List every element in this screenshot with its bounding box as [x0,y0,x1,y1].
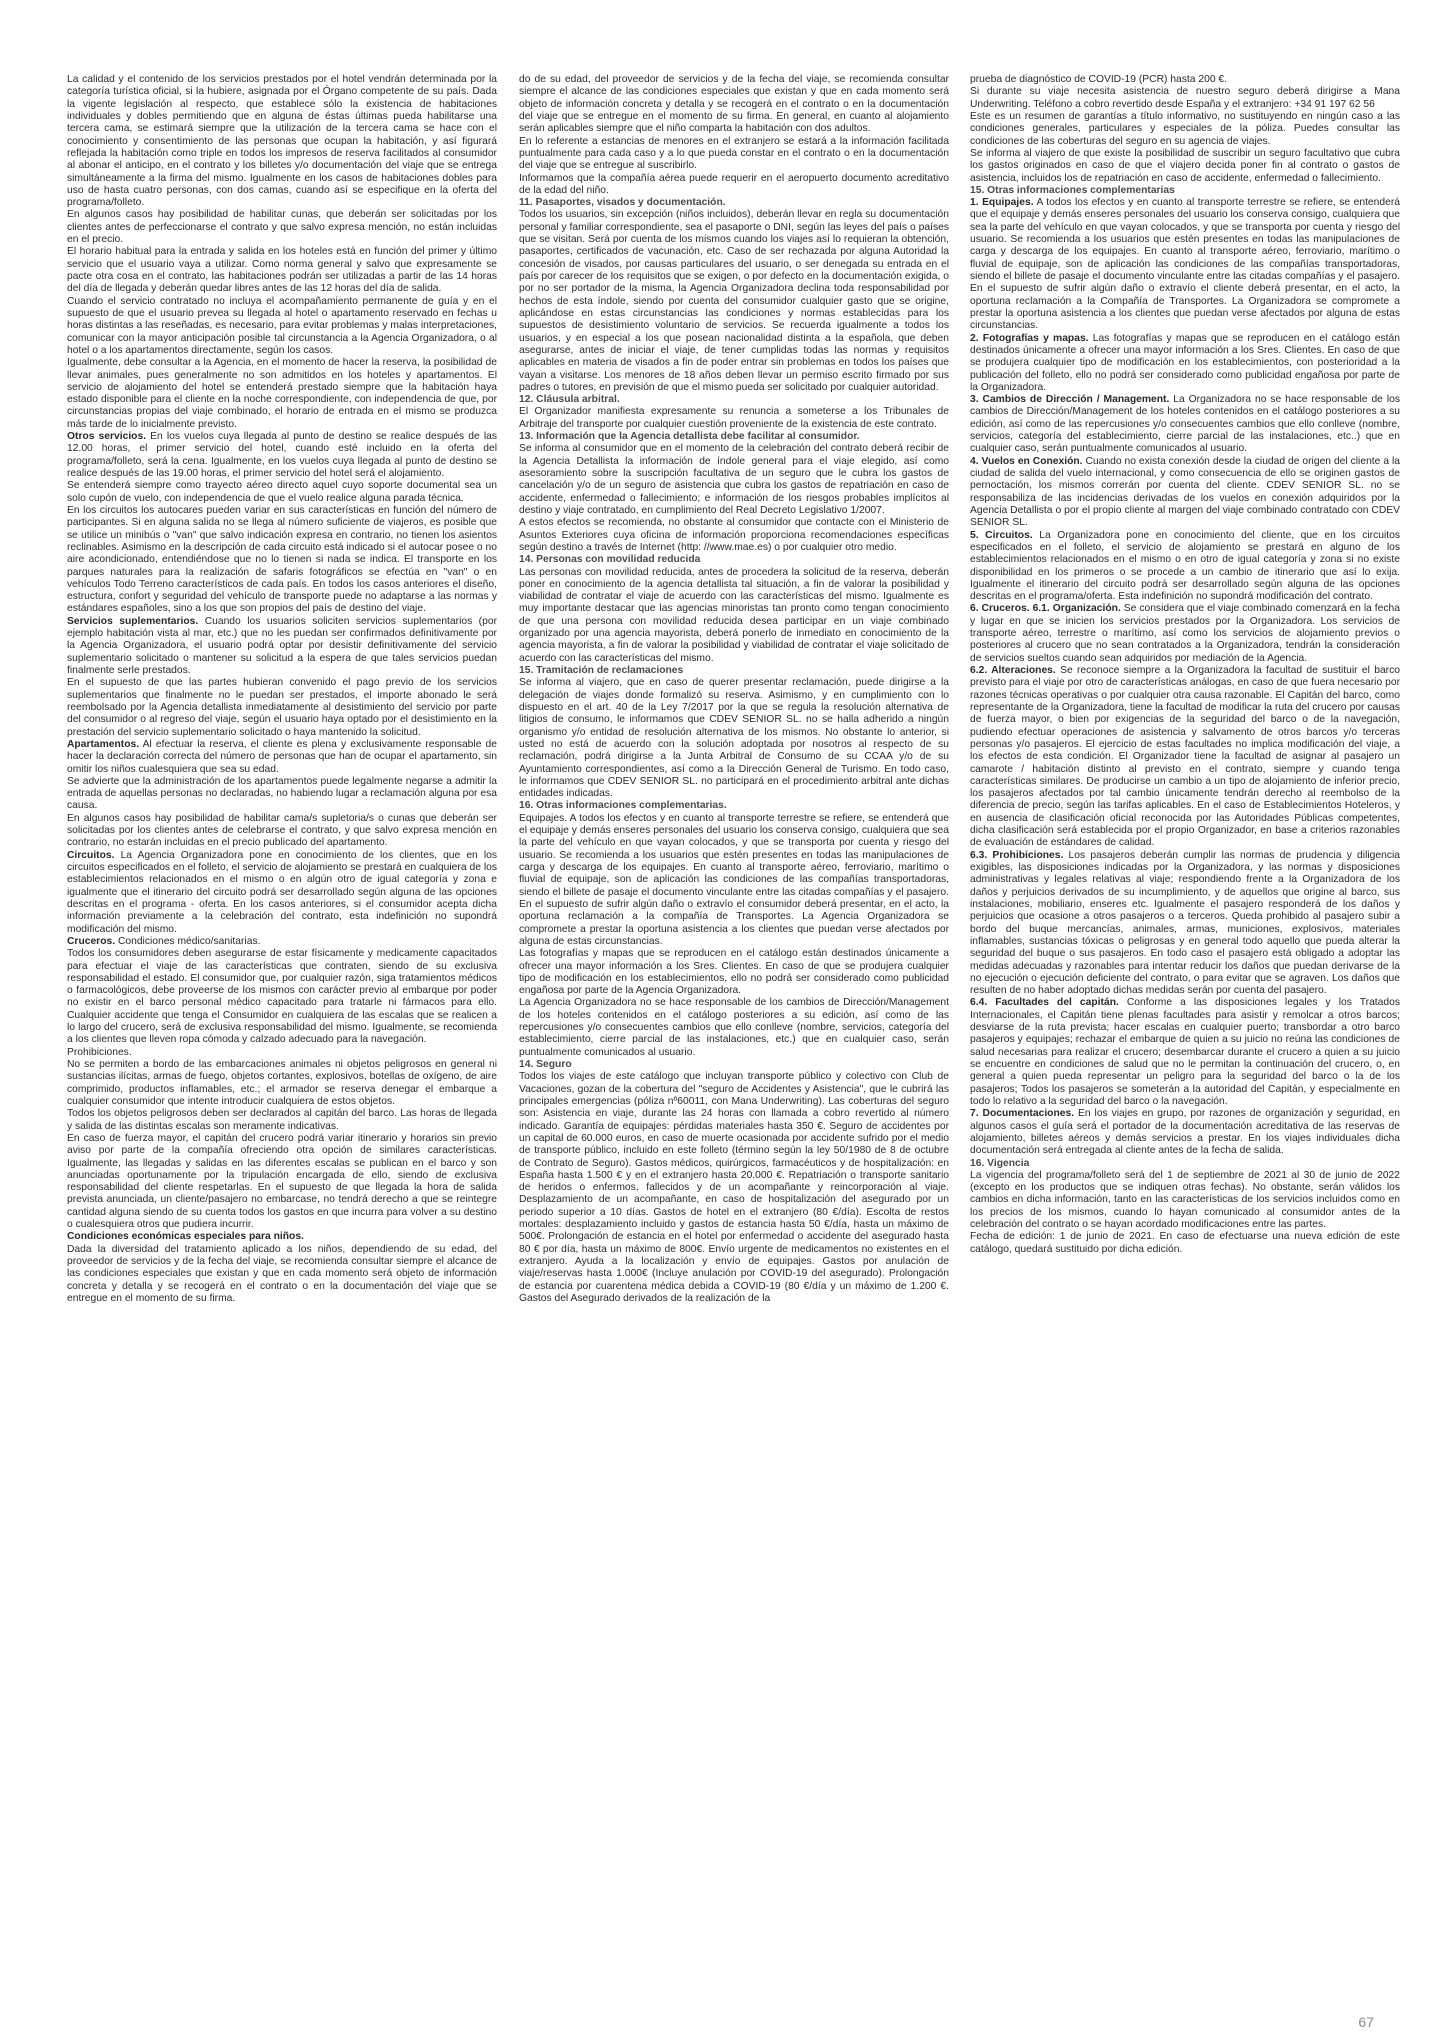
body-paragraph [519,406,949,431]
paragraph-text: Prohibiciones. [67,1046,132,1058]
paragraph-text: Conforme a las disposiciones legales y los Tratados Internacionales, el Capitán tiene plenas facultades para asistir y remolcar a otros barcos; desviarse de la ruta prevista; hacer escalas en cualquier puerto; transbordar a otro barco pasajeros y equipajes; rechazar el embarque de quien a su juicio no reúna las condiciones de salud necesarias para realizar el crucero; desembarcar durante el crucero a quien a su juicio se encuentre en condiciones de salud que no le permitan la continuación del crucero, o, en general a quien pueda representar un peligro para la seguridad del barco o la de los pasajeros; Todos los pasajeros se someterán a la autoridad del Capitán, y especialmente en todo lo relativo a la seguridad del barco o la navegación. [970,997,1400,1107]
body-paragraph [970,74,1400,86]
paragraph-lead: 1. Equipajes. [970,197,1034,209]
body-paragraph [67,209,497,246]
paragraph-lead: 6.2. Alteraciones. [970,665,1056,676]
paragraph-lead: Apartamentos. [67,738,140,750]
body-paragraph [970,111,1400,148]
body-paragraph [519,173,949,198]
body-paragraph [67,505,497,616]
body-paragraph [519,567,949,666]
paragraph-lead: 5. Circuitos. [970,529,1033,541]
paragraph-text: Cuando los usuarios soliciten servicios suplementarios (por ejemplo habitación vista al mar, etc.) que no les puedan ser confirmados definitivamente por la Agencia Organizadora, el usuario podrá optar por desistir definitivamente del servicio suplementario solicitado o mantener su solicitud a la espera de que tales servicios puedan finalmente serle prestados. [67,615,497,676]
paragraph-text: La Organizadora pone en conocimiento del cliente, que en los circuitos especificados en el folleto, el servicio de alojamiento se prestará en alguno de los establecimientos relacionados en el mismo o en otro de igual categoría y zona si no existe disponibilidad en los primeros o se procede a un cambio de itinerario que así lo exija. Igualmente el itinerario del circuito podrá ser desarrollado según alguna de las opciones descritas en el programa/oferta. Esta indefinición no supondrá modificación del contrato. [970,529,1400,603]
paragraph-text: Cuando el servicio contratado no incluya el acompañamiento permanente de guía y en el supuesto de que el usuario prevea su llegada al hotel o apartamento reservado en fechas u horas distintas a las reseñadas, es necesario, para evitar problemas y malas interpretaciones, comunicar con la mayor anticipación posible tal circunstancia a la Agencia Organizadora, o al hotel o a los apartamentos directamente, según los casos. [67,295,497,356]
paragraph-text: La vigencia del programa/folleto será del 1 de septiembre de 2021 al 30 de junio de 2022 (excepto en los productos que se indiquen otras fechas). No obstante, serán válidos los cambios en dicha información, tanto en las características de los servicios incluidos como en los precios de los mismos, cuando lo hayan comunicado al consumidor antes de la celebración del contrato o se hayan acordado modificaciones entre las partes. [970,1169,1400,1231]
body-paragraph [519,443,949,517]
paragraph-text: La Agencia Organizadora pone en conocimiento de los clientes, que en los circuitos especificados en el folleto, el servicio de alojamiento se prestará en cualquiera de los establecimientos relacionados en el mismo o en algún otro de igual categoría y zona e igualmente que el itinerario del circuito podrá ser desarrollado según alguna de las opciones descritas en el programa - oferta. En los casos anteriores, si el consumidor acepta dicha información previamente a la celebración del contrato, esta indefinición no supondrá modificación del mismo. [67,849,497,935]
body-paragraph [67,813,497,850]
body-paragraph [67,296,497,358]
paragraph-text: La Agencia Organizadora no se hace responsable de los cambios de Dirección/Management de los hoteles contenidos en el catálogo posteriores a su edición, así como de las repercusiones y/o consecuentes cambios que ello conlleve (nombre, servicios, categoría del establecimiento, cierre parcial de las instalaciones, etc.) que en cualquier caso, serán puntualmente comunicados al usuario. [519,997,949,1058]
paragraph-lead: Cruceros. [67,935,116,947]
paragraph-lead: Otros servicios. [67,431,147,443]
paragraph-text: Condiciones médico/sanitarias. [115,935,261,947]
body-paragraph [519,948,949,997]
text-column-right [970,74,1400,1989]
body-paragraph [67,74,497,209]
body-paragraph [67,357,497,431]
body-paragraph [67,776,497,813]
paragraph-text: Fecha de edición: 1 de junio de 2021. En caso de efectuarse una nueva edición de este catálogo, quedará sustituido por dicha edición. [970,1231,1400,1255]
paragraph-text: Al efectuar la reserva, el cliente es plena y exclusivamente responsable de hacer la declaración correcta del número de personas que han de ocupar el apartamento, sin omitir los niños cualesquiera que sea su edad. [67,738,497,775]
paragraph-text: En lo referente a estancias de menores en el extranjero se estará a la información facilitada puntualmente para cada caso y a lo que pueda constar en el contrato o en la documentación del viaje que se entregue al suscribirlo. [519,135,949,172]
body-paragraph [970,603,1400,665]
paragraph-lead: 4. Vuelos en Conexión. [970,455,1083,467]
paragraph-text: do de su edad, del proveedor de servicios y de la fecha del viaje, se recomienda consultar siempre el alcance de las condiciones especiales que existan y que en cada momento será objeto de información concreta y detalla y se recogerá en el contrato o en la documentación del viaje que se entregue en el momento de su firma. En general, en cuanto al alojamiento serán aplicables siempre que el niño comparta la habitación con dos adultos. [519,74,949,135]
body-paragraph [67,739,497,776]
body-paragraph [67,616,497,678]
paragraph-text: Todos los viajes de este catálogo que incluyan transporte público y colectivo con Club de Vacaciones, gozan de la cobertura del "seguro de Accidentes y Asistencia", que le cubrirá las principales emergencias (póliza nº60011, con Mana Underwriting). Las coberturas del seguro son: Asistencia en viaje, durante las 24 horas con llamada a cobro revertido al número indicado. Garantía de equipajes: pérdidas materiales hasta 350 €. Seguro de accidentes por un capital de 60.000 euros, en caso de muerte ocasionada por accidente sufrido por el medio de transporte público, incluido en este folleto (término según la ley 50/1980 de 8 de octubre de Contrato de Seguro). Gastos médicos, quirúrgicos, farmacéuticos y de hospitalización: en España hasta 1.500 € y en el extranjero hasta 20.000 €. Repatriación o transporte sanitario de heridos o enfermos, fallecidos y de un acompañante y reincorporación al viaje. Desplazamiento de un acompañante, en caso de hospitalización del asegurado por un periodo superior a 10 días. Gastos de hotel en el extranjero (80 €/día). Escolta de restos mortales: desplazamiento incluido y gastos de estancia hasta 50 €/día, hasta un máximo de 500€. Prolongación de estancia en el hotel por enfermedad o accidente del asegurado hasta 80 € por día, hasta un máximo de 800€. Envío urgente de medicamentos no existentes en el extranjero. Ayuda a la localización y envío de equipajes. Gastos por anulación de viaje/reservas hasta 1.000€ (Incluye anulación por COVID-19 del asegurado). Prolongación de estancia por cuarentena médica debida a COVID-19 (80 €/día y un máximo de 1.200 €. Gastos del Asegurado derivados de la realización de la [519,1071,949,1304]
paragraph-text: La Organizadora no se hace responsable de los cambios de Dirección/Management de los hoteles contenidos en el catálogo posteriores a su edición, así como de las repercusiones y/o consecuentes cambios que ello conlleve (nombre, servicios, categoría del establecimiento, cierre parcial de las instalaciones, etc..) que en cualquier caso, serán puntualmente comunicados al usuario. [970,394,1400,455]
body-paragraph [970,665,1400,850]
body-paragraph [67,246,497,295]
paragraph-text: Todos los consumidores deben asegurarse de estar físicamente y medicamente capacitados para efectuar el viaje de las características que contraten, siendo de su exclusiva responsabilidad el estado. El consumidor que, por cualquier razón, siga tratamientos médicos o farmacológicos, debe proveerse de los mismos con carácter previo al embarque por poder no existir en el barco personal médico capacitado para tratarle ni fármacos para ello. Cualquier accidente que tenga el Consumidor en cualquiera de las escalas que se realicen a lo largo del crucero, será de exclusiva responsabilidad del mismo. Igualmente, se recomienda a los clientes que lleven ropa cómoda y calzado adecuado para la navegación. [67,948,497,1046]
section-heading: 16. Vigencia [970,1157,1030,1169]
paragraph-text: Se reconoce siempre a la Organizadora la facultad de sustituir el barco previsto para el viaje por otro de características análogas, en caso de que fuera necesario por razones técnicas operativas o por cualquier otra causa razonable. El Capitán del barco, como representante de la Organizadora, tiene la facultad de modificar la ruta del crucero por causas de fuerza mayor, o bien por exigencias de la seguridad del barco o de la navegación, pudiendo efectuar operaciones de asistencia y salvamento de otros barcos y/o terceras personas y/o pasajeros. El ejercicio de estas facultades no implica modificación del viaje, a los efectos de esta condición. El Organizador tiene la facultad de asignar al pasajero un camarote / habitación distinto al previsto en el contrato, siempre y cuando tenga características similares. De producirse un cambio a un tipo de alojamiento de inferior precio, los pasajeros afectados por tal cambio únicamente tendrán derecho al reembolso de la diferencia de precio, según las tarifas aplicables. En el caso de Establecimientos Hoteleros, y en ausencia de clasificación oficial reconocida por las Autoridades Públicas competentes, dicha clasificación será establecida por el propio Organizador, en base a criterios razonables de evaluación de estándares de calidad. [970,665,1400,849]
paragraph-text: En los viajes en grupo, por razones de organización y seguridad, en algunos casos el guía será el portador de la documentación acreditativa de las reservas de alojamiento, billetes aéreos y demás servicios a prestar. En los viajes individuales dicha documentación será entregada al cliente antes de la fecha de salida. [970,1108,1400,1157]
paragraph-text: Se considera que el viaje combinado comenzará en la fecha y lugar en que se inicien los servicios prestados por la Organizadora. Los servicios de transporte aéreo, terrestre o marítimo, así como los servicios de alojamiento previos o posteriores al crucero que no sean contratados a la Organizadora, tendrán la consideración de servicios sueltos cuando sean adquiridos por mediación de la Agencia. [970,603,1400,664]
body-paragraph [67,850,497,936]
paragraph-text: En algunos casos hay posibilidad de habilitar cunas, que deberán ser solicitadas por los clientes antes de perfeccionarse el contrato y que salvo expresa mención, no están incluidas en el precio. [67,209,497,246]
body-paragraph [970,86,1400,111]
paragraph-text: Todos los usuarios, sin excepción (niños incluidos), deberán llevar en regla su documentación personal y familiar correspondiente, sea el pasaporte o DNI, según las leyes del país o países que se visitan. Será por cuenta de los mismos cuando los viajes así lo requieran la obtención, pasaportes, certificados de vacunación, etc. Caso de ser rechazada por alguna Autoridad la concesión de visados, por causas particulares del usuario, o ser denegada su entrada en el país por carecer de los requisitos que se exigen, o por defecto en la documentación exigida, o por no ser portador de la misma, la Agencia Organizadora declina toda responsabilidad por hechos de esta índole, siendo por cuenta del consumidor cualquier gasto que se origine, aplicándose en estas circunstancias las condiciones y normas establecidas para los supuestos de desistimiento voluntario de servicios. Se recuerda igualmente a todos los usuarios, y en especial a los que posean nacionalidad distinta a la española, que deben asegurarse, antes de iniciar el viaje, de tener cumplidas todas las normas y requisitos aplicables en materia de visados a fin de poder entrar sin problemas en todos los países que vayan a visitarse. Los menores de 18 años deben llevar un permiso escrito firmado por sus padres o tutores, en previsión de que el mismo pueda ser solicitado por cualquier autoridad. [519,209,949,393]
section-heading: 11. Pasaportes, visados y documentación. [519,197,726,209]
body-paragraph [67,1047,497,1059]
page-number: 67 [1358,2014,1374,2030]
paragraph-text: La calidad y el contenido de los servicios prestados por el hotel vendrán determinada por la categoría turística oficial, si la hubiere, asignada por el Órgano competente de su país. Dada la vigente legislación al respecto, que establece sólo la existencia de habitaciones individuales y dobles permitiendo que en alguna de éstas últimas pueda habilitarse una tercera cama, se estimará siempre que la utilización de la tercera cama se hace con el conocimiento y consentimiento de las personas que ocupan la habitación, y así figurará reflejada la habitación como triple en todos los impresos de reserva facilitados al consumidor al abonar el anticipo, en el contrato y los billetes y/o documentación del viaje que se entrega simultáneamente a la firma del mismo. Igualmente en los casos de habitaciones dobles para uso de hasta cuatro personas, con dos camas, cuando así se especifique en la oferta del programa/folleto. [67,74,497,209]
body-paragraph [67,677,497,739]
body-paragraph [67,948,497,1047]
paragraph-text: En el supuesto de que las partes hubieran convenido el pago previo de los servicios suplementarios que finalmente no le puedan ser prestados, el importe abonado le será reembolsado por la Agencia detallista inmediatamente al desistimiento del servicio por parte del consumidor o al regreso del viaje, según el usuario haya optado por el desistimiento en la prestación del servicio suplementario solicitado o haya mantenido la solicitud. [67,677,497,738]
paragraph-text: Cuando no exista conexión desde la ciudad de origen del cliente a la ciudad de salida del vuelo internacional, y como consecuencia de ello se originen gastos de pernoctación, los mismos correrán por cuenta del cliente. CDEV SENIOR SL. no se responsabiliza de las incidencias derivadas de los vuelos en conexión adquiridos por la Agencia Detallista o por el propio cliente al margen del viaje combinado contratado con CDEV SENIOR SL. [970,455,1400,529]
paragraph-text: A todos los efectos y en cuanto al transporte terrestre se refiere, se entenderá que el equipaje y demás enseres personales del usuario los conserva consigo, cualquiera que sea la parte del vehículo en que vayan colocados, y que se transporta por cuenta y riesgo del usuario. Se recomienda a los usuarios que estén presentes en todas las manipulaciones de carga y descarga de los equipajes. En cuanto al transporte aéreo, ferroviario, marítimo o fluvial de equipaje, son de aplicación las condiciones de las compañías transportadoras, siendo el billete de pasaje el documento vinculante entre las citadas compañías y el pasajero. En el supuesto de sufrir algún daño o extravío el cliente deberá presentar, en el acto, la oportuna reclamación a la Compañía de Transportes. La Organizadora se compromete a prestar la oportuna asistencia a los clientes que puedan verse afectados por alguna de estas circunstancias. [970,197,1400,332]
body-paragraph [970,148,1400,185]
text-column-middle [519,74,949,1989]
paragraph-text: prueba de diagnóstico de COVID-19 (PCR) hasta 200 €. [970,74,1227,85]
paragraph-lead: 6.4. Facultades del capitán. [970,997,1119,1009]
body-paragraph [970,1108,1400,1157]
paragraph-lead: 7. Documentaciones. [970,1108,1075,1120]
paragraph-lead: Circuitos. [67,849,115,861]
paragraph-lead: 2. Fotografías y mapas. [970,332,1089,344]
body-paragraph [970,394,1400,456]
body-paragraph [519,74,949,136]
body-paragraph [67,1108,497,1133]
paragraph-text: Si durante su viaje necesita asistencia de nuestro seguro deberá dirigirse a Mana Underwriting. Teléfono a cobro revertido desde España y el extranjero: +34 91 197 62 56 [970,86,1400,110]
body-paragraph [67,936,497,948]
section-heading: 12. Cláusula arbitral. [519,394,620,406]
paragraph-text: Informamos que la compañía aérea puede requerir en el aeropuerto documento acreditativo de la edad del niño. [519,172,949,196]
body-paragraph [970,850,1400,998]
paragraph-lead: Servicios suplementarios. [67,615,199,627]
body-paragraph [519,136,949,173]
paragraph-text: Dada la diversidad del tratamiento aplicado a los niños, dependiendo de su edad, del proveedor de servicios y de la fecha del viaje, se recomienda consultar siempre el alcance de las condiciones especiales que existan y que en cada momento será objeto de información concreta y detalla y se recogerá en el contrato o en la documentación del viaje que se entregue en el momento de su firma. [67,1243,497,1304]
paragraph-text: No se permiten a bordo de las embarcaciones animales ni objetos peligrosos en general ni sustancias ilícitas, armas de fuego, objetos cortantes, explosivos, botellas de oxígeno, de aire comprimido, productos inflamables, etc.; el armador se reserva denegar el embarque a cualquier consumidor que intente introducir cualquiera de estos objetos. [67,1059,497,1107]
paragraph-text: Se informa al consumidor que en el momento de la celebración del contrato deberá recibir de la Agencia Detallista la información de índole general para el viaje elegido, así como asesoramiento sobre la suscripción facultativa de un seguro que le cubra los gastos de cancelación y/o de un seguro de asistencia que cubra los gastos de repatriación en caso de accidente, enfermedad o fallecimiento; e información de los riesgos probables implícitos al destino y viaje contratado, en cumplimiento del Real Decreto Legislativo 1/2007. [519,443,949,516]
body-paragraph [519,997,949,1059]
paragraph-text: Los pasajeros deberán cumplir las normas de prudencia y diligencia exigibles, las disposiciones indicadas por la Organizadora, y las normas y disposiciones administrativas y legales relativas al viaje; respondiendo frente a la Organizadora de los daños y perjuicios derivados de su incumplimiento, y de aquellos que origine al barco, sus instalaciones, mobiliario, enseres etc. Igualmente el pasajero responderá de los daños y perjuicios que ocasione a otros pasajeros o a terceros. Queda prohibido al pasajero subir a bordo del buque mercancías, animales, armas, municiones, explosivos, materiales inflamables, sustancias tóxicas o peligrosas y en general todo aquello que pueda alterar la seguridad del buque o sus pasajeros. En todo caso el pasajero está obligado a adoptar las medidas adecuadas y razonables para intentar reducir los daños que puedan derivarse de la no ejecución o ejecución deficiente del contrato, o para evitar que se agraven. Los daños que resulten de no haber adoptado dichas medidas serán por cuenta del pasajero. [970,849,1400,997]
body-paragraph [67,1059,497,1108]
paragraph-text: El Organizador manifiesta expresamente su renuncia a someterse a los Tribunales de Arbitraje del transporte por cualquier cuestión proveniente de la existencia de este contrato. [519,406,949,430]
section-heading: 14. Seguro [519,1059,572,1070]
paragraph-text: Las fotografías y mapas que se reproducen en el catálogo están destinados únicamente a ofrecer una mayor información a los Sres. Clientes. En caso de que se produjera cualquier tipo de modificación en los establecimientos, ello no podrá ser considerado como publicidad engañosa por parte de la Agencia Organizadora. [519,948,949,997]
body-paragraph [519,813,949,948]
body-paragraph [970,456,1400,530]
paragraph-text: A estos efectos se recomienda, no obstante al consumidor que contacte con el Ministerio de Asuntos Exteriores cuya oficina de información proporciona recomendaciones específicas según destino a través de Internet (http: //www.mae.es) o por cualquier otro medio. [519,517,949,553]
paragraph-text: Equipajes. A todos los efectos y en cuanto al transporte terrestre se refiere, se entenderá que el equipaje y demás enseres personales del usuario los conserva consigo, cualquiera que sea la parte del vehículo en que vayan colocados, y que se transporta por cuenta y riesgo del usuario. Se recomienda a los usuarios que estén presentes en todas las manipulaciones de carga y descarga de los equipajes. En cuanto al transporte aéreo, ferroviario, marítimo o fluvial de equipaje, son de aplicación las condiciones de las compañías transportadoras, siendo el billete de pasaje el documento vinculante entre las citadas compañías y el pasajero. En el supuesto de sufrir algún daño o extravío el consumidor deberá presentar, en el acto, la oportuna reclamación a la compañía de Transportes. La Agencia Organizadora se compromete a prestar la oportuna asistencia a los clientes que puedan verse afectados por alguna de estas circunstancias. [519,812,949,947]
text-column-left [67,74,497,1989]
paragraph-text: Este es un resumen de garantías a título informativo, no sustituyendo en ningún caso a las condiciones generales, particulares y especiales de la póliza. Puedes consultar las condiciones de las coberturas del seguro en su agencia de viajes. [970,110,1400,147]
paragraph-text: El horario habitual para la entrada y salida en los hoteles está en función del primer y último servicio que el usuario vaya a utilizar. Como norma general y salvo que expresamente se pacte otra cosa en el contrato, las habitaciones podrán ser utilizadas a partir de las 14 horas del día de llegada y deberán quedar libres antes de las 12 horas del día de salida. [67,246,497,295]
paragraph-lead: Condiciones económicas especiales para niños. [67,1231,304,1243]
body-paragraph [67,1133,497,1232]
paragraph-lead: 6.3. Prohibiciones. [970,849,1064,861]
paragraph-text: En caso de fuerza mayor, el capitán del crucero podrá variar itinerario y horarios sin previo aviso por parte de la compañía ofreciendo otra opción de similares características. Igualmente, las llegadas y salidas en las diferentes escalas se publican en el barco y son anunciadas oportunamente por la tripulación encargada de ello, siendo de exclusiva responsabilidad del cliente respetarlas. En el supuesto de que llegada la hora de salida prevista anunciada, un cliente/pasajero no embarcase, no tendrá derecho a que se reintegre cantidad alguna siendo de su cuenta todos los gastos en que incurra para volver a su destino o cualesquiera otros que pudiera incurrir. [67,1132,497,1231]
paragraph-text: En algunos casos hay posibilidad de habilitar cama/s supletoria/s o cunas que deberán ser solicitadas por los clientes antes de celebrarse el contrato, y que salvo expresa mención en contrario, no estarán incluidas en el precio publicado del apartamento. [67,812,497,849]
section-heading: 15. Otras informaciones complementarias [970,184,1175,196]
section-heading: 15. Tramitación de reclamaciones [519,665,684,676]
section-heading: 14. Personas con movilidad reducida [519,554,701,566]
section-heading: 13. Información que la Agencia detallista debe facilitar al consumidor. [519,431,860,443]
paragraph-text: Todos los objetos peligrosos deben ser declarados al capitán del barco. Las horas de llegada y salida de las distintas escalas son meramente indicativas. [67,1108,497,1132]
body-paragraph [67,431,497,480]
body-paragraph [67,1231,497,1243]
body-paragraph [519,517,949,554]
body-paragraph [67,480,497,505]
body-paragraph [970,333,1400,395]
paragraph-text: En los vuelos cuya llegada al punto de destino se realice después de las 12.00 horas, el primer servicio del hotel, cuando esté incluido en la oferta del programa/folleto, será la cena. Igualmente, en los vuelos cuya llegada al punto de destino se realice después de las 19.00 horas, el primer servicio del hotel será el alojamiento. [67,431,497,479]
body-paragraph [67,1244,497,1306]
body-paragraph [970,1170,1400,1232]
paragraph-lead: 6. Cruceros. 6.1. Organización. [970,603,1121,615]
body-paragraph [970,997,1400,1108]
paragraph-text: Se informa al viajero de que existe la posibilidad de suscribir un seguro facultativo que cubra los gastos originados en caso de que el viajero decida poner fin al contrato o gastos de asistencia, incluidos los de repatriación en caso de accidente, enfermedad o fallecimiento. [970,147,1400,184]
body-paragraph [970,530,1400,604]
paragraph-text: En los circuitos los autocares pueden variar en sus características en función del número de participantes. Si en alguna salida no se llega al número suficiente de viajeros, es posible que se utilice un minibús o "van" que salvo indicación expresa en contrario, no tienen los asientos reclinables. Asimismo en la descripción de cada circuito está indicado si el autocar posee o no aire acondicionado, entendiéndose que no lo tienen si nada se indica. El transporte en los parques naturales para la realización de safaris fotográficos se efectúa en "van" o en vehículos Todo Terreno característicos de cada país. En todos los casos anteriores el diseño, estructura, confort y seguridad del vehículo de transporte puede no adaptarse a las normas y estándares españoles, sino a los que son propios del país de destino del viaje. [67,504,497,615]
body-paragraph [519,209,949,394]
body-paragraph [970,1231,1400,1256]
paragraph-text: Las fotografías y mapas que se reproducen en el catálogo están destinados únicamente a ofrecer una mayor información a los Sres. Clientes. En caso de que se produjera cualquier tipo de modificación en los establecimientos, con posterioridad a la publicación del folleto, ello no podrá ser considerado como publicidad engañosa por parte de la Organizadora. [970,332,1400,393]
paragraph-text: Las personas con movilidad reducida, antes de procedera la solicitud de la reserva, deberán poner en conocimiento de la agencia detallista tal situación, a fin de valorar la posibilidad y viabilidad de contratar el viaje de acuerdo con las características del mismo. Igualmente es muy importante destacar que las agencias minoristas tan pronto como tengan conocimiento de que una persona con movilidad reducida desea participar en un viaje combinado organizado por una agencia mayorista, deberá ponerlo de inmediato en conocimiento de la agencia mayorista, a fin de valorar la posibilidad y viabilidad de contratar el viaje solicitado de acuerdo con las características del mismo. [519,566,949,664]
paragraph-text: Se advierte que la administración de los apartamentos puede legalmente negarse a admitir la entrada de aquellas personas no declaradas, no habiendo lugar a reclamación alguna por esa causa. [67,775,497,812]
section-heading: 16. Otras informaciones complementarias. [519,800,727,812]
paragraph-text: Igualmente, debe consultar a la Agencia, en el momento de hacer la reserva, la posibilidad de llevar animales, pues generalmente no son admitidos en los hoteles y apartamentos. El servicio de alojamiento del hotel se entenderá prestado siempre que la habitación haya estado disponible para el cliente en la noche correspondiente, con independencia de que, por circunstancias propias del viaje combinado, el horario de entrada en el mismo se produzca más tarde de lo inicialmente previsto. [67,357,497,430]
paragraph-text: Se entenderá siempre como trayecto aéreo directo aquel cuyo soporte documental sea un solo cupón de vuelo, con independencia de que el vuelo realice alguna parada técnica. [67,480,497,504]
paragraph-text: Se informa al viajero, que en caso de querer presentar reclamación, puede dirigirse a la delegación de viajes donde formalizó su reserva. Asimismo, y en cumplimiento con lo dispuesto en el art. 40 de la Ley 7/2017 por la que se regula la resolución alternativa de litigios de consumo, le informamos que CDEV SENIOR SL. no se halla adherido a ningún organismo y/o entidad de resolución alternativa de los mismos. No obstante lo anterior, si usted no está de acuerdo con la solución adoptada por nosotros al respecto de su reclamación, podrá dirigirse a la Junta Arbitral de Consumo de su CCAA y/o de su Ayuntamiento correspondientes, así como a la Dirección General de Turismo. En todo caso, le informamos que CDEV SENIOR SL. no participará en el procedimiento arbitral ante dichas entidades indicadas. [519,677,949,800]
body-paragraph [970,197,1400,332]
body-paragraph [519,1071,949,1305]
paragraph-lead: 3. Cambios de Dirección / Management. [970,394,1170,406]
body-paragraph [519,677,949,800]
